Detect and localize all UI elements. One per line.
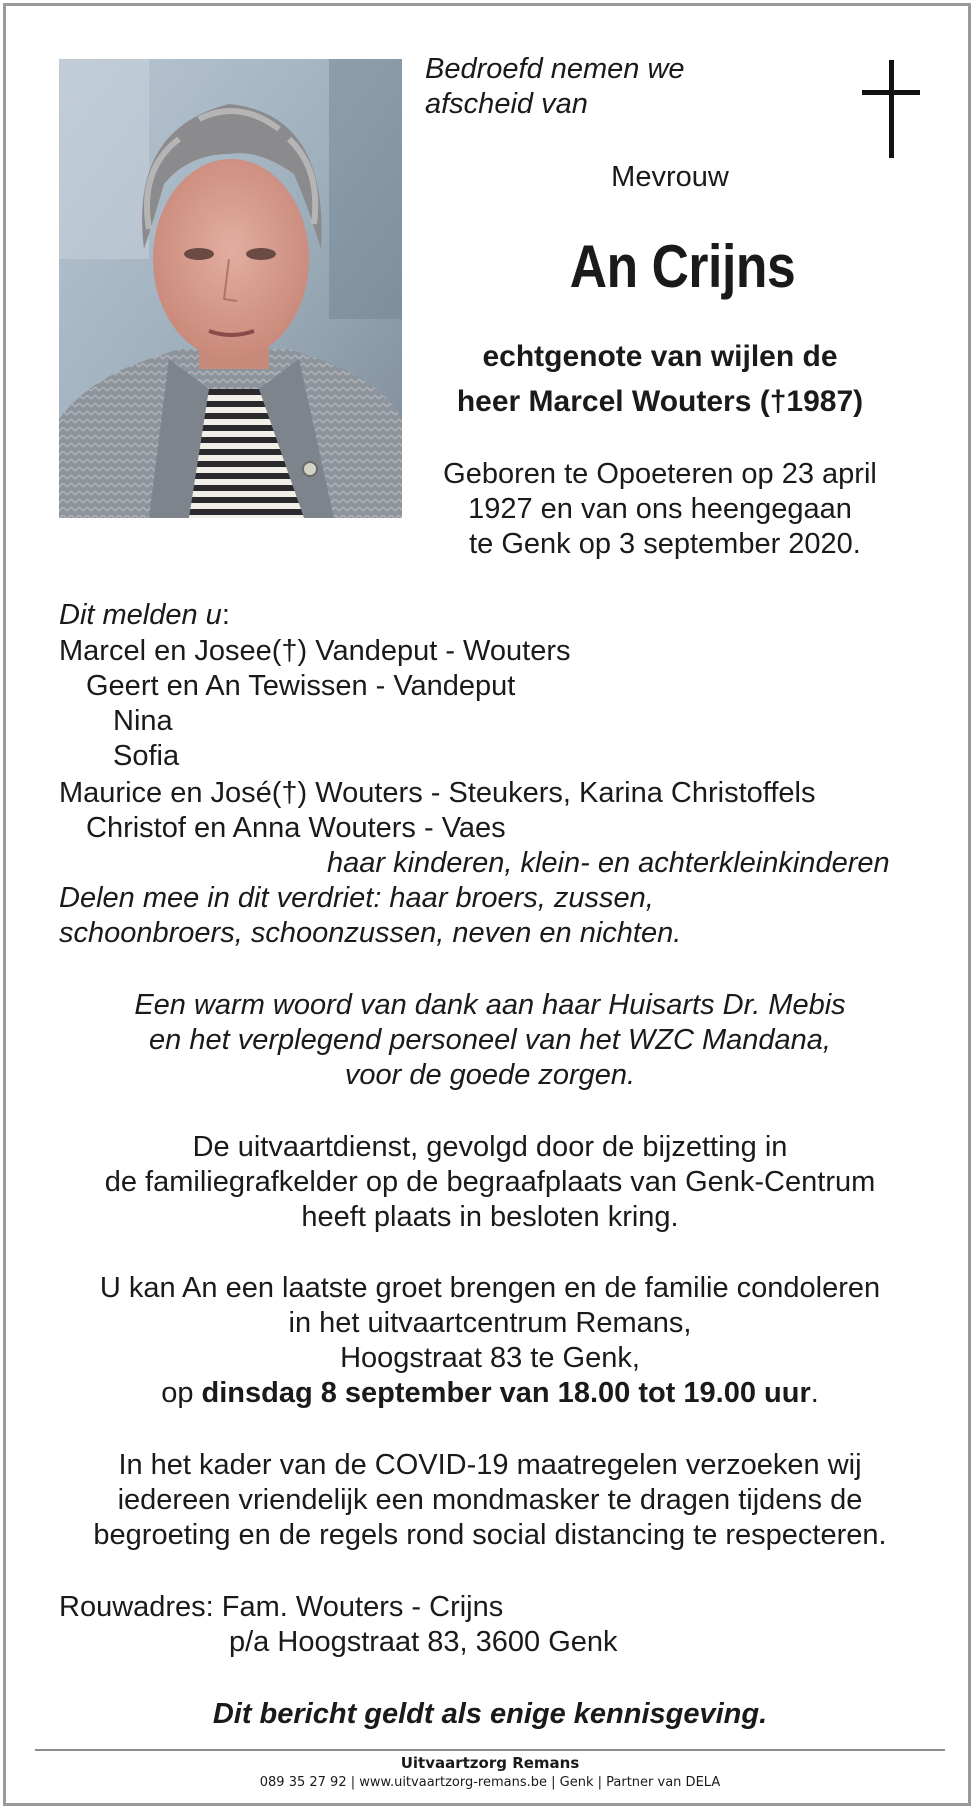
salutation: Mevrouw (611, 161, 729, 193)
birth-death-line-2: 1927 en van ons heengegaan (468, 493, 852, 525)
family-intro-text: Dit melden u (59, 599, 222, 631)
relatives-line-1: Delen mee in dit verdriet: haar broers, zussen, (59, 882, 654, 914)
covid-line-2: iedereen vriendelijk een mondmasker te dragen tijdens de (117, 1484, 863, 1516)
funeral-home-name: Uitvaartzorg Remans (400, 1754, 580, 1772)
spouse-line-2: heer Marcel Wouters (†1987) (456, 385, 864, 418)
birth-death-line-3: te Genk op 3 september 2020. (469, 528, 861, 560)
address-line-1: Rouwadres: Fam. Wouters - Crijns (59, 1591, 504, 1623)
visitation-line-3: Hoogstraat 83 te Genk, (340, 1342, 640, 1374)
covid-line-1: In het kader van de COVID-19 maatregelen verzoeken wij (118, 1449, 862, 1481)
thanks-line-1: Een warm woord van dank aan haar Huisarts Dr. Mebis (134, 989, 846, 1021)
family-line: Christof en Anna Wouters - Vaes (86, 812, 506, 844)
footer-divider (35, 1749, 945, 1751)
family-line: Maurice en José(†) Wouters - Steukers, Karina Christoffels (59, 777, 816, 809)
thanks-line-3: voor de goede zorgen. (344, 1059, 636, 1091)
family-line: Geert en An Tewissen - Vandeput (86, 670, 516, 702)
family-line: Nina (113, 705, 173, 737)
descendants-line: haar kinderen, klein- en achterkleinkinderen (327, 847, 890, 879)
service-line-2: de familiegrafkelder op de begraafplaats van Genk-Centrum (104, 1166, 876, 1198)
deceased-name: An Crijns (569, 233, 796, 300)
funeral-home-contact: 089 35 27 92 | www.uitvaartzorg-remans.be | Genk | Partner van DELA (259, 1775, 721, 1790)
birth-death-line-1: Geboren te Opoeteren op 23 april (443, 458, 877, 490)
visitation-date-suffix: . (810, 1377, 819, 1409)
relatives-line-2: schoonbroers, schoonzussen, neven en nichten. (59, 917, 682, 949)
visitation-line-1: U kan An een laatste groet brengen en de familie condoleren (99, 1272, 881, 1304)
family-line: Sofia (113, 740, 180, 772)
thanks-line-2: en het verplegend personeel van het WZC Mandana, (149, 1024, 831, 1056)
covid-line-3: begroeting en de regels rond social distancing te respecteren. (93, 1519, 887, 1551)
intro-line-2: afscheid van (425, 88, 588, 120)
spouse-line-1: echtgenote van wijlen de (482, 340, 838, 373)
family-intro (59, 598, 230, 633)
family-intro-colon: : (221, 599, 230, 631)
notice-statement: Dit bericht geldt als enige kennisgeving. (212, 1698, 768, 1730)
portrait-photo (59, 59, 402, 518)
service-line-3: heeft plaats in besloten kring. (301, 1201, 679, 1233)
visitation-line-2: in het uitvaartcentrum Remans, (288, 1307, 692, 1339)
intro-line-1: Bedroefd nemen we (425, 53, 685, 85)
address-line-2: p/a Hoogstraat 83, 3600 Genk (229, 1626, 618, 1658)
family-line: Marcel en Josee(†) Vandeput - Wouters (59, 635, 571, 667)
visitation-date-prefix: op (161, 1377, 202, 1409)
visitation-date (0, 1376, 980, 1411)
service-line-1: De uitvaartdienst, gevolgd door de bijzetting in (192, 1131, 788, 1163)
cross-icon (862, 60, 920, 160)
visitation-date-time: dinsdag 8 september van 18.00 tot 19.00 uur (201, 1377, 811, 1409)
